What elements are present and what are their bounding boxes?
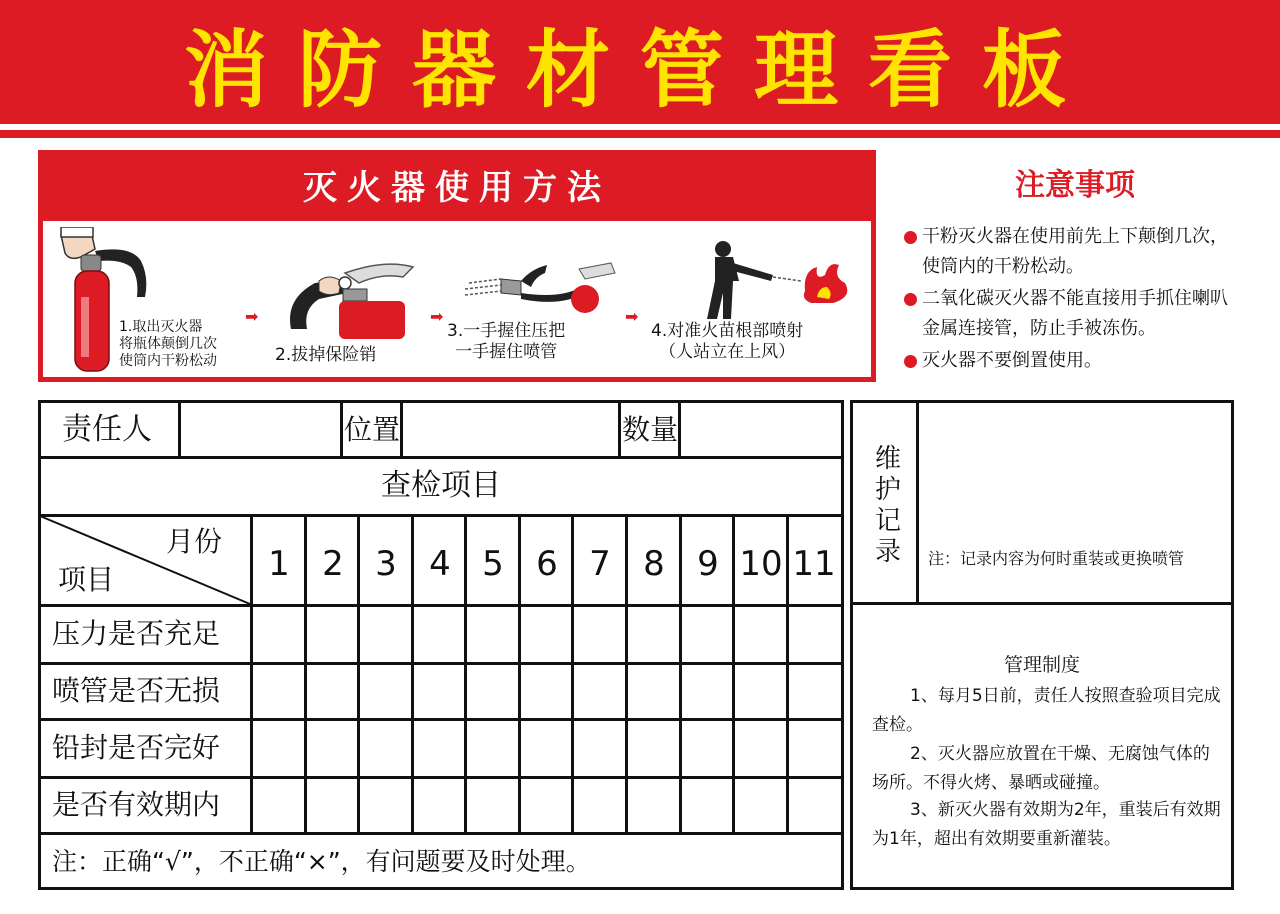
bullet-icon (904, 355, 917, 368)
board-title: 消防器材管理看板 (183, 21, 1096, 119)
responsible-label: 责任人 (62, 412, 152, 447)
month-header: 2 (322, 544, 344, 584)
management-item: 1、每月5日前，责任人按照查验项目完成查检。 (872, 686, 1221, 735)
management-item: 3、新灭火器有效期为2年，重装后有效期为1年，超出有效期要重新灌装。 (872, 800, 1221, 849)
header-month-label: 月份 (166, 525, 223, 558)
table-rule (400, 400, 403, 458)
table-rule (38, 776, 844, 779)
step-1-caption: 1.取出灭火器 将瓶体颠倒几次 使筒内干粉松动 (119, 319, 217, 369)
month-header: 10 (739, 544, 783, 584)
table-rule (38, 832, 844, 835)
notes-title: 注意事项 (1015, 168, 1135, 203)
note-item: 灭火器不要倒置使用。 (902, 346, 1242, 376)
month-header: 6 (536, 544, 558, 584)
table-rule (178, 400, 181, 458)
table-rule (38, 456, 844, 459)
month-header: 4 (429, 544, 451, 584)
header-divider (0, 130, 1280, 138)
note-item: 二氧化碳灭火器不能直接用手抓住喇叭金属连接管，防止手被冻伤。 (902, 284, 1242, 344)
step-4-caption: 4.对准火苗根部喷射 （人站立在上风） (651, 321, 804, 362)
location-value[interactable] (408, 410, 614, 450)
table-rule (850, 602, 1234, 605)
responsible-value[interactable] (186, 410, 336, 450)
note-item: 干粉灭火器在使用前先上下颠倒几次，使筒内的干粉松动。 (902, 222, 1242, 282)
month-header: 7 (589, 544, 611, 584)
arrow-right-icon: ➡ (245, 307, 259, 326)
maintenance-record-label: 维护记录 (874, 444, 901, 567)
month-header: 11 (792, 544, 836, 584)
month-header: 5 (482, 544, 504, 584)
month-header: 8 (643, 544, 665, 584)
table-rule (678, 400, 681, 458)
step-3-illustration (461, 259, 621, 319)
arrow-right-icon: ➡ (430, 307, 444, 326)
table-footer-note: 注：正确“√”，不正确“×”，有问题要及时处理。 (52, 847, 591, 876)
month-header: 3 (375, 544, 397, 584)
quantity-value[interactable] (686, 410, 836, 450)
check-item-pressure: 压力是否充足 (52, 617, 221, 650)
header-item-label: 项目 (58, 563, 115, 596)
table-rule (340, 400, 343, 458)
header-banner (0, 0, 1280, 124)
month-header: 9 (697, 544, 719, 584)
check-item-expiry: 是否有效期内 (52, 788, 221, 821)
check-item-hose: 喷管是否无损 (52, 674, 221, 707)
usage-method-title-bar (43, 155, 871, 221)
month-header: 1 (268, 544, 290, 584)
table-rule (38, 662, 844, 665)
step-4-illustration (693, 241, 863, 321)
table-rule (38, 718, 844, 721)
step-3-caption: 3.一手握住压把 一手握住喷管 (447, 321, 566, 362)
management-item: 2、灭火器应放置在干燥、无腐蚀气体的场所。不得火烤、暴晒或碰撞。 (872, 744, 1210, 793)
step-2-caption: 2.拔掉保险销 (275, 345, 377, 365)
quantity-label: 数量 (622, 413, 679, 446)
notes-list (902, 222, 1242, 378)
bullet-icon (904, 293, 917, 306)
table-rule (618, 400, 621, 458)
section-title: 查检项目 (381, 468, 501, 503)
usage-method-panel (38, 150, 876, 382)
bullet-icon (904, 231, 917, 244)
step-2-illustration (285, 259, 415, 339)
maintenance-note: 注：记录内容为何时重装或更换喷管 (928, 549, 1185, 568)
check-item-seal: 铅封是否完好 (52, 731, 221, 764)
usage-method-title: 灭火器使用方法 (303, 168, 611, 208)
arrow-right-icon: ➡ (625, 307, 639, 326)
table-rule (916, 400, 919, 604)
location-label: 位置 (344, 413, 401, 446)
management-title: 管理制度 (1003, 654, 1080, 676)
